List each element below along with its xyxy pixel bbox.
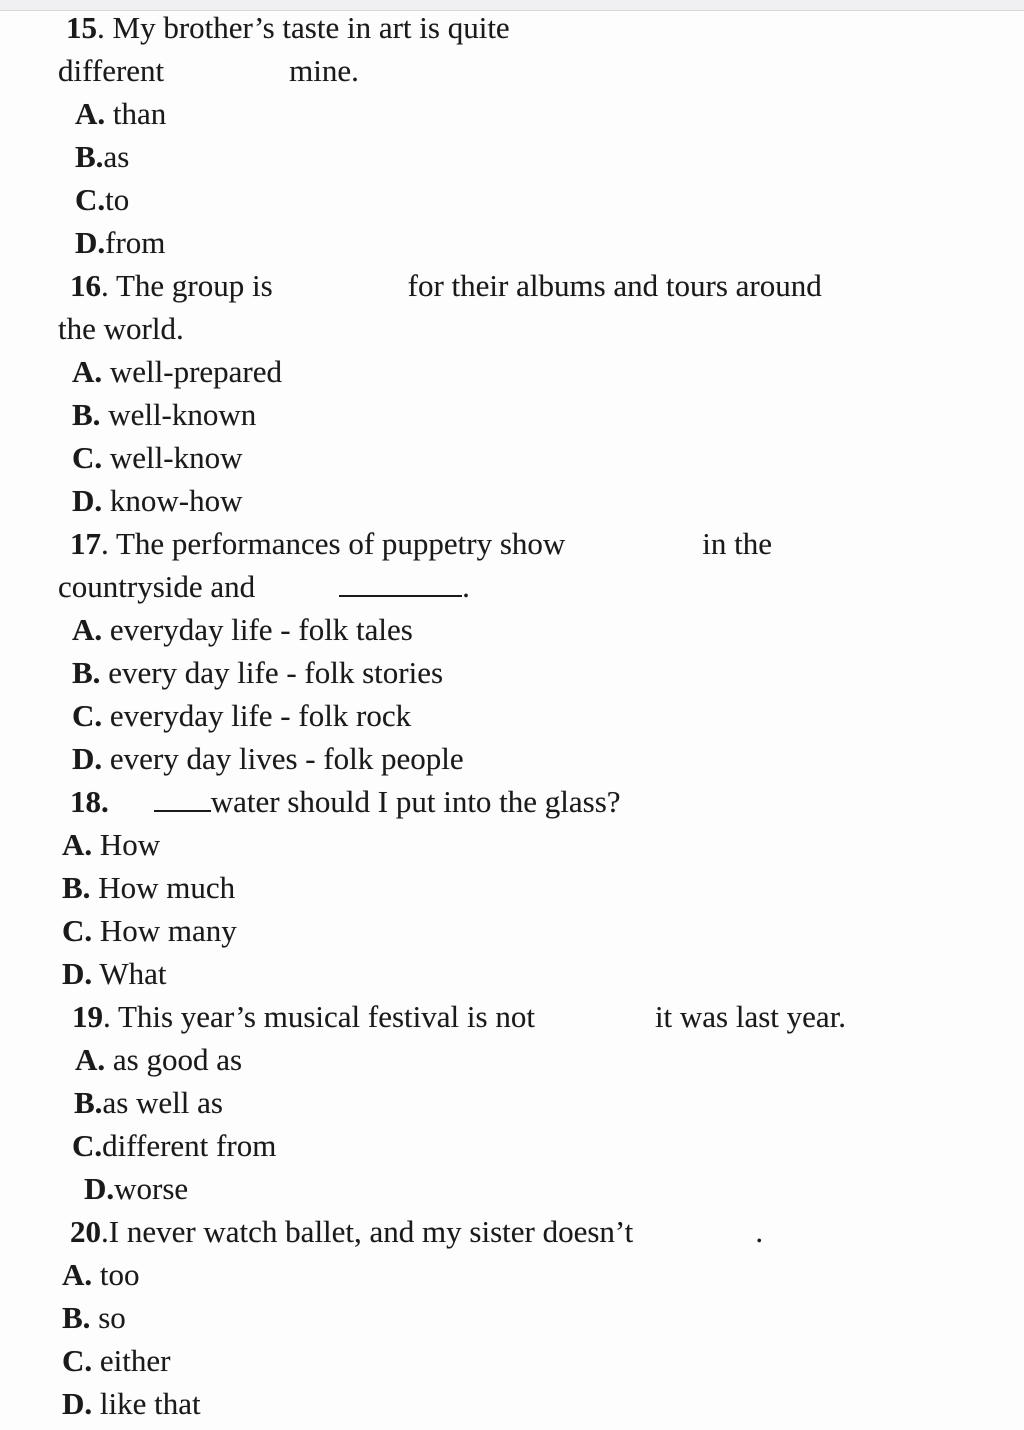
question-19-option-B [0,1081,1024,1124]
bold-text: B. [62,870,91,905]
question-19-option-D [0,1167,1024,1210]
text: to [105,182,130,217]
question-17-option-A [0,608,1024,651]
bold-text: A. [72,354,103,389]
text: it was last year. [654,999,847,1034]
text: . [755,1214,764,1249]
question-20-option-B [0,1296,1024,1339]
text: as [103,139,130,174]
bold-text: 16 [70,268,101,303]
question-16-option-C [0,436,1024,479]
question-15-stem-line [0,49,1024,92]
text: in the [702,526,773,561]
bold-text: 18. [70,784,109,819]
bold-text: C. [75,182,106,217]
text: well-known [100,397,257,432]
question-17 [0,522,1024,780]
quiz-page [0,6,1024,1425]
text: as well as [102,1085,223,1120]
text: for their albums and tours around [407,268,822,303]
bold-text: 15 [66,10,97,45]
text: every day lives - folk people [102,741,464,776]
question-20 [0,1210,1024,1425]
text: What [92,956,167,991]
question-17-option-C [0,694,1024,737]
text: mine. [289,53,359,88]
question-15-option-A [0,92,1024,135]
bold-text: 17 [70,526,101,561]
bold-text: A. [62,827,93,862]
bold-text: D. [72,741,103,776]
question-15-option-D [0,221,1024,264]
bold-text: D. [84,1171,115,1206]
bold-text: D. [75,225,106,260]
text: .I never watch ballet, and my sister doesn’t [101,1214,634,1249]
question-17-stem-line [0,522,1024,565]
bold-text: 19 [72,999,103,1034]
text: . The performances of puppetry show [101,526,566,561]
question-18-option-A [0,823,1024,866]
bold-text: C. [72,1128,103,1163]
bold-text: B. [74,1085,103,1120]
bold-text: B. [62,1300,91,1335]
text: worse [114,1171,189,1206]
text: from [105,225,166,260]
text: everyday life - folk rock [102,698,412,733]
text: How many [92,913,237,948]
text: . [462,569,470,604]
bold-text: A. [62,1257,93,1292]
text: as good as [105,1042,243,1077]
text: different from [102,1128,277,1163]
bold-text: A. [75,1042,106,1077]
text: water should I put into the glass? [210,784,621,819]
question-17-option-B [0,651,1024,694]
text: different [58,53,165,88]
question-16-option-A [0,350,1024,393]
bold-text: B. [75,139,104,174]
question-17-stem-line [0,565,1024,608]
text: than [105,96,167,131]
question-20-option-D [0,1382,1024,1425]
question-19-option-C [0,1124,1024,1167]
bold-text: D. [62,1386,93,1421]
bold-text: C. [62,913,93,948]
question-20-stem-line [0,1210,1024,1253]
answer-blank-underline [339,591,462,597]
text: every day life - folk stories [100,655,444,690]
question-20-option-C [0,1339,1024,1382]
question-18-option-D [0,952,1024,995]
text: like that [92,1386,201,1421]
text: well-know [102,440,243,475]
question-20-option-A [0,1253,1024,1296]
text: How [92,827,161,862]
question-16-stem-line [0,264,1024,307]
bold-text: C. [62,1343,93,1378]
text: countryside and [58,569,256,604]
question-16-option-D [0,479,1024,522]
text: everyday life - folk tales [102,612,413,647]
text: How much [90,870,236,905]
question-15-option-C [0,178,1024,221]
bold-text: C. [72,698,103,733]
bold-text: D. [72,483,103,518]
text: well-prepared [102,354,283,389]
bold-text: A. [72,612,103,647]
question-15 [0,6,1024,264]
question-19-option-A [0,1038,1024,1081]
text: . This year’s musical festival is not [103,999,535,1034]
text: . The group is [101,268,273,303]
text: . My brother’s taste in art is quite [97,10,510,45]
bold-text: B. [72,397,101,432]
question-16-stem-line [0,307,1024,350]
question-16-option-B [0,393,1024,436]
question-17-option-D [0,737,1024,780]
question-18-option-B [0,866,1024,909]
question-18-option-C [0,909,1024,952]
answer-blank-underline [154,806,211,812]
bold-text: 20 [70,1214,101,1249]
text: so [90,1300,126,1335]
bold-text: C. [72,440,103,475]
question-19-stem-line [0,995,1024,1038]
text: too [92,1257,140,1292]
question-18 [0,780,1024,995]
bold-text: B. [72,655,101,690]
question-19 [0,995,1024,1210]
text: the world. [58,311,184,346]
question-15-option-B [0,135,1024,178]
question-18-stem-line [0,780,1024,823]
question-16 [0,264,1024,522]
text: know-how [102,483,243,518]
bold-text: D. [62,956,93,991]
text: either [92,1343,171,1378]
bold-text: A. [75,96,106,131]
question-15-stem-line [0,6,1024,49]
